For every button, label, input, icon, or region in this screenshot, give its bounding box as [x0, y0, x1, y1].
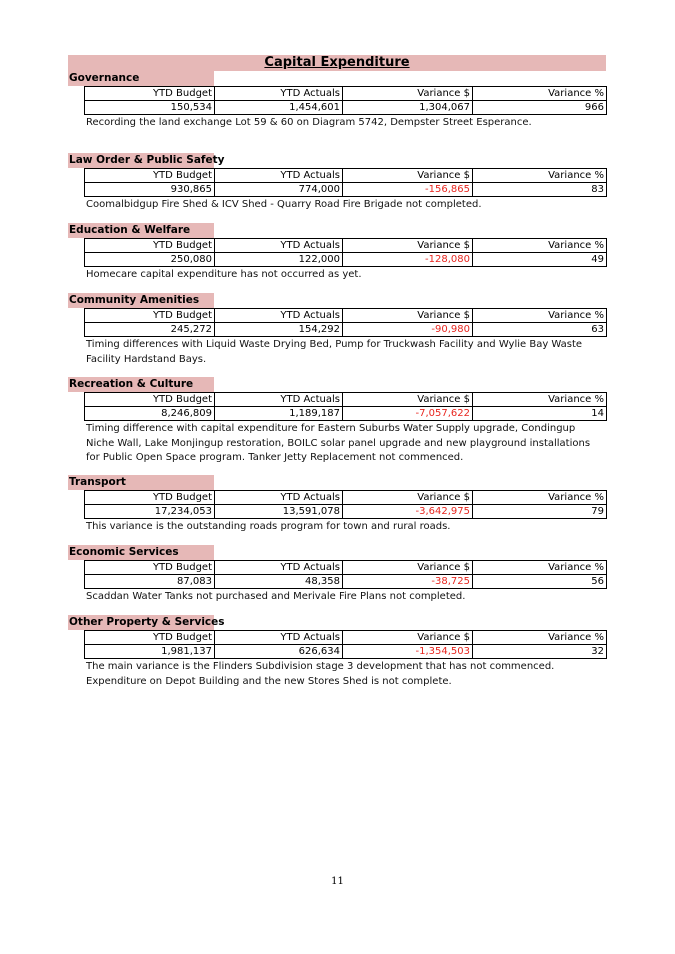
- section-note: Coomalbidgup Fire Shed & ICV Shed - Quarry Road Fire Brigade not completed.: [86, 199, 482, 210]
- col-header-variance-amount: Variance $: [343, 393, 473, 407]
- section-note: Timing difference with capital expenditure for Eastern Suburbs Water Supply upgrade, Condingup Niche Wall, Lake Monjingup restoration, BOILC solar panel upgrade and new playground installations for Public Open Space program. Tanker Jetty Replacement not commenced.: [86, 423, 591, 463]
- col-header-ytd-actuals: YTD Actuals: [215, 491, 343, 505]
- header-row: [85, 491, 607, 505]
- variance-amount-value: -3,642,975: [343, 505, 473, 519]
- figures-table: [84, 238, 607, 267]
- value-row: [85, 253, 607, 267]
- figures-table: [84, 86, 607, 115]
- col-header-ytd-budget: YTD Budget: [85, 561, 215, 575]
- variance-percent-value: 79: [473, 505, 607, 519]
- figures-table: [84, 308, 607, 337]
- ytd-budget-value: 930,865: [85, 183, 215, 197]
- section-community-amenities: [68, 293, 608, 367]
- col-header-variance-percent: Variance %: [473, 87, 607, 101]
- ytd-actuals-value: 154,292: [215, 323, 343, 337]
- col-header-variance-amount: Variance $: [343, 561, 473, 575]
- variance-amount-value: -1,354,503: [343, 645, 473, 659]
- figures-table: [84, 168, 607, 197]
- variance-percent-value: 966: [473, 101, 607, 115]
- value-row: [85, 645, 607, 659]
- col-header-variance-percent: Variance %: [473, 561, 607, 575]
- ytd-actuals-value: 122,000: [215, 253, 343, 267]
- variance-percent-value: 63: [473, 323, 607, 337]
- variance-amount-value: -90,980: [343, 323, 473, 337]
- ytd-budget-value: 250,080: [85, 253, 215, 267]
- value-row: [85, 323, 607, 337]
- col-header-variance-percent: Variance %: [473, 393, 607, 407]
- value-row: [85, 575, 607, 589]
- variance-percent-value: 32: [473, 645, 607, 659]
- col-header-variance-amount: Variance $: [343, 491, 473, 505]
- section-transport: [68, 475, 608, 535]
- page-number: 11: [331, 876, 344, 887]
- header-row: [85, 239, 607, 253]
- section-note: Scaddan Water Tanks not purchased and Merivale Fire Plans not completed.: [86, 591, 466, 602]
- ytd-budget-value: 17,234,053: [85, 505, 215, 519]
- value-row: [85, 407, 607, 421]
- section-heading: Law Order & Public Safety: [69, 154, 225, 166]
- ytd-actuals-value: 13,591,078: [215, 505, 343, 519]
- col-header-ytd-actuals: YTD Actuals: [215, 169, 343, 183]
- variance-percent-value: 49: [473, 253, 607, 267]
- page-title: Capital Expenditure: [68, 55, 606, 71]
- section-heading: Education & Welfare: [68, 223, 214, 238]
- ytd-actuals-value: 626,634: [215, 645, 343, 659]
- section-governance: [68, 71, 608, 131]
- col-header-variance-amount: Variance $: [343, 169, 473, 183]
- ytd-actuals-value: 1,454,601: [215, 101, 343, 115]
- ytd-actuals-value: 1,189,187: [215, 407, 343, 421]
- ytd-budget-value: 150,534: [85, 101, 215, 115]
- section-note: Homecare capital expenditure has not occurred as yet.: [86, 269, 362, 280]
- section-note: Timing differences with Liquid Waste Drying Bed, Pump for Truckwash Facility and Wylie Bay Waste Facility Hardstand Bays.: [86, 339, 583, 365]
- section-law-order-public-safety: [68, 153, 608, 213]
- section-heading: Governance: [68, 71, 214, 86]
- col-header-ytd-budget: YTD Budget: [85, 239, 215, 253]
- col-header-ytd-actuals: YTD Actuals: [215, 561, 343, 575]
- col-header-variance-amount: Variance $: [343, 239, 473, 253]
- section-education-welfare: [68, 223, 608, 283]
- col-header-ytd-budget: YTD Budget: [85, 491, 215, 505]
- col-header-variance-amount: Variance $: [343, 631, 473, 645]
- ytd-actuals-value: 48,358: [215, 575, 343, 589]
- col-header-variance-percent: Variance %: [473, 491, 607, 505]
- variance-amount-value: -128,080: [343, 253, 473, 267]
- figures-table: [84, 560, 607, 589]
- col-header-ytd-budget: YTD Budget: [85, 631, 215, 645]
- col-header-variance-amount: Variance $: [343, 87, 473, 101]
- header-row: [85, 393, 607, 407]
- value-row: [85, 505, 607, 519]
- ytd-budget-value: 87,083: [85, 575, 215, 589]
- header-row: [85, 309, 607, 323]
- ytd-actuals-value: 774,000: [215, 183, 343, 197]
- section-recreation-culture: [68, 377, 608, 466]
- col-header-ytd-actuals: YTD Actuals: [215, 87, 343, 101]
- col-header-variance-amount: Variance $: [343, 309, 473, 323]
- variance-percent-value: 14: [473, 407, 607, 421]
- figures-table: [84, 630, 607, 659]
- section-other-property-services: [68, 615, 608, 689]
- col-header-variance-percent: Variance %: [473, 239, 607, 253]
- variance-percent-value: 56: [473, 575, 607, 589]
- col-header-ytd-actuals: YTD Actuals: [215, 239, 343, 253]
- section-heading: Transport: [68, 475, 214, 490]
- variance-amount-value: -156,865: [343, 183, 473, 197]
- section-note: This variance is the outstanding roads program for town and rural roads.: [86, 521, 451, 532]
- col-header-ytd-budget: YTD Budget: [85, 309, 215, 323]
- col-header-ytd-budget: YTD Budget: [85, 169, 215, 183]
- value-row: [85, 101, 607, 115]
- ytd-budget-value: 8,246,809: [85, 407, 215, 421]
- col-header-ytd-actuals: YTD Actuals: [215, 393, 343, 407]
- variance-percent-value: 83: [473, 183, 607, 197]
- section-note: Recording the land exchange Lot 59 & 60 on Diagram 5742, Dempster Street Esperance.: [86, 117, 532, 128]
- header-row: [85, 169, 607, 183]
- col-header-variance-percent: Variance %: [473, 169, 607, 183]
- ytd-budget-value: 1,981,137: [85, 645, 215, 659]
- section-economic-services: [68, 545, 608, 605]
- header-row: [85, 561, 607, 575]
- col-header-ytd-budget: YTD Budget: [85, 87, 215, 101]
- col-header-ytd-budget: YTD Budget: [85, 393, 215, 407]
- header-row: [85, 631, 607, 645]
- value-row: [85, 183, 607, 197]
- header-row: [85, 87, 607, 101]
- variance-amount-value: 1,304,067: [343, 101, 473, 115]
- col-header-ytd-actuals: YTD Actuals: [215, 309, 343, 323]
- section-heading: Economic Services: [68, 545, 214, 560]
- variance-amount-value: -38,725: [343, 575, 473, 589]
- figures-table: [84, 490, 607, 519]
- section-note: The main variance is the Flinders Subdivision stage 3 development that has not commenced. Expenditure on Depot Building and the new Stores Shed is not complete.: [86, 661, 555, 687]
- ytd-budget-value: 245,272: [85, 323, 215, 337]
- section-heading: Recreation & Culture: [68, 377, 214, 392]
- figures-table: [84, 392, 607, 421]
- section-heading: Community Amenities: [68, 293, 214, 308]
- col-header-variance-percent: Variance %: [473, 309, 607, 323]
- col-header-variance-percent: Variance %: [473, 631, 607, 645]
- variance-amount-value: -7,057,622: [343, 407, 473, 421]
- col-header-ytd-actuals: YTD Actuals: [215, 631, 343, 645]
- section-heading: Other Property & Services: [69, 616, 225, 628]
